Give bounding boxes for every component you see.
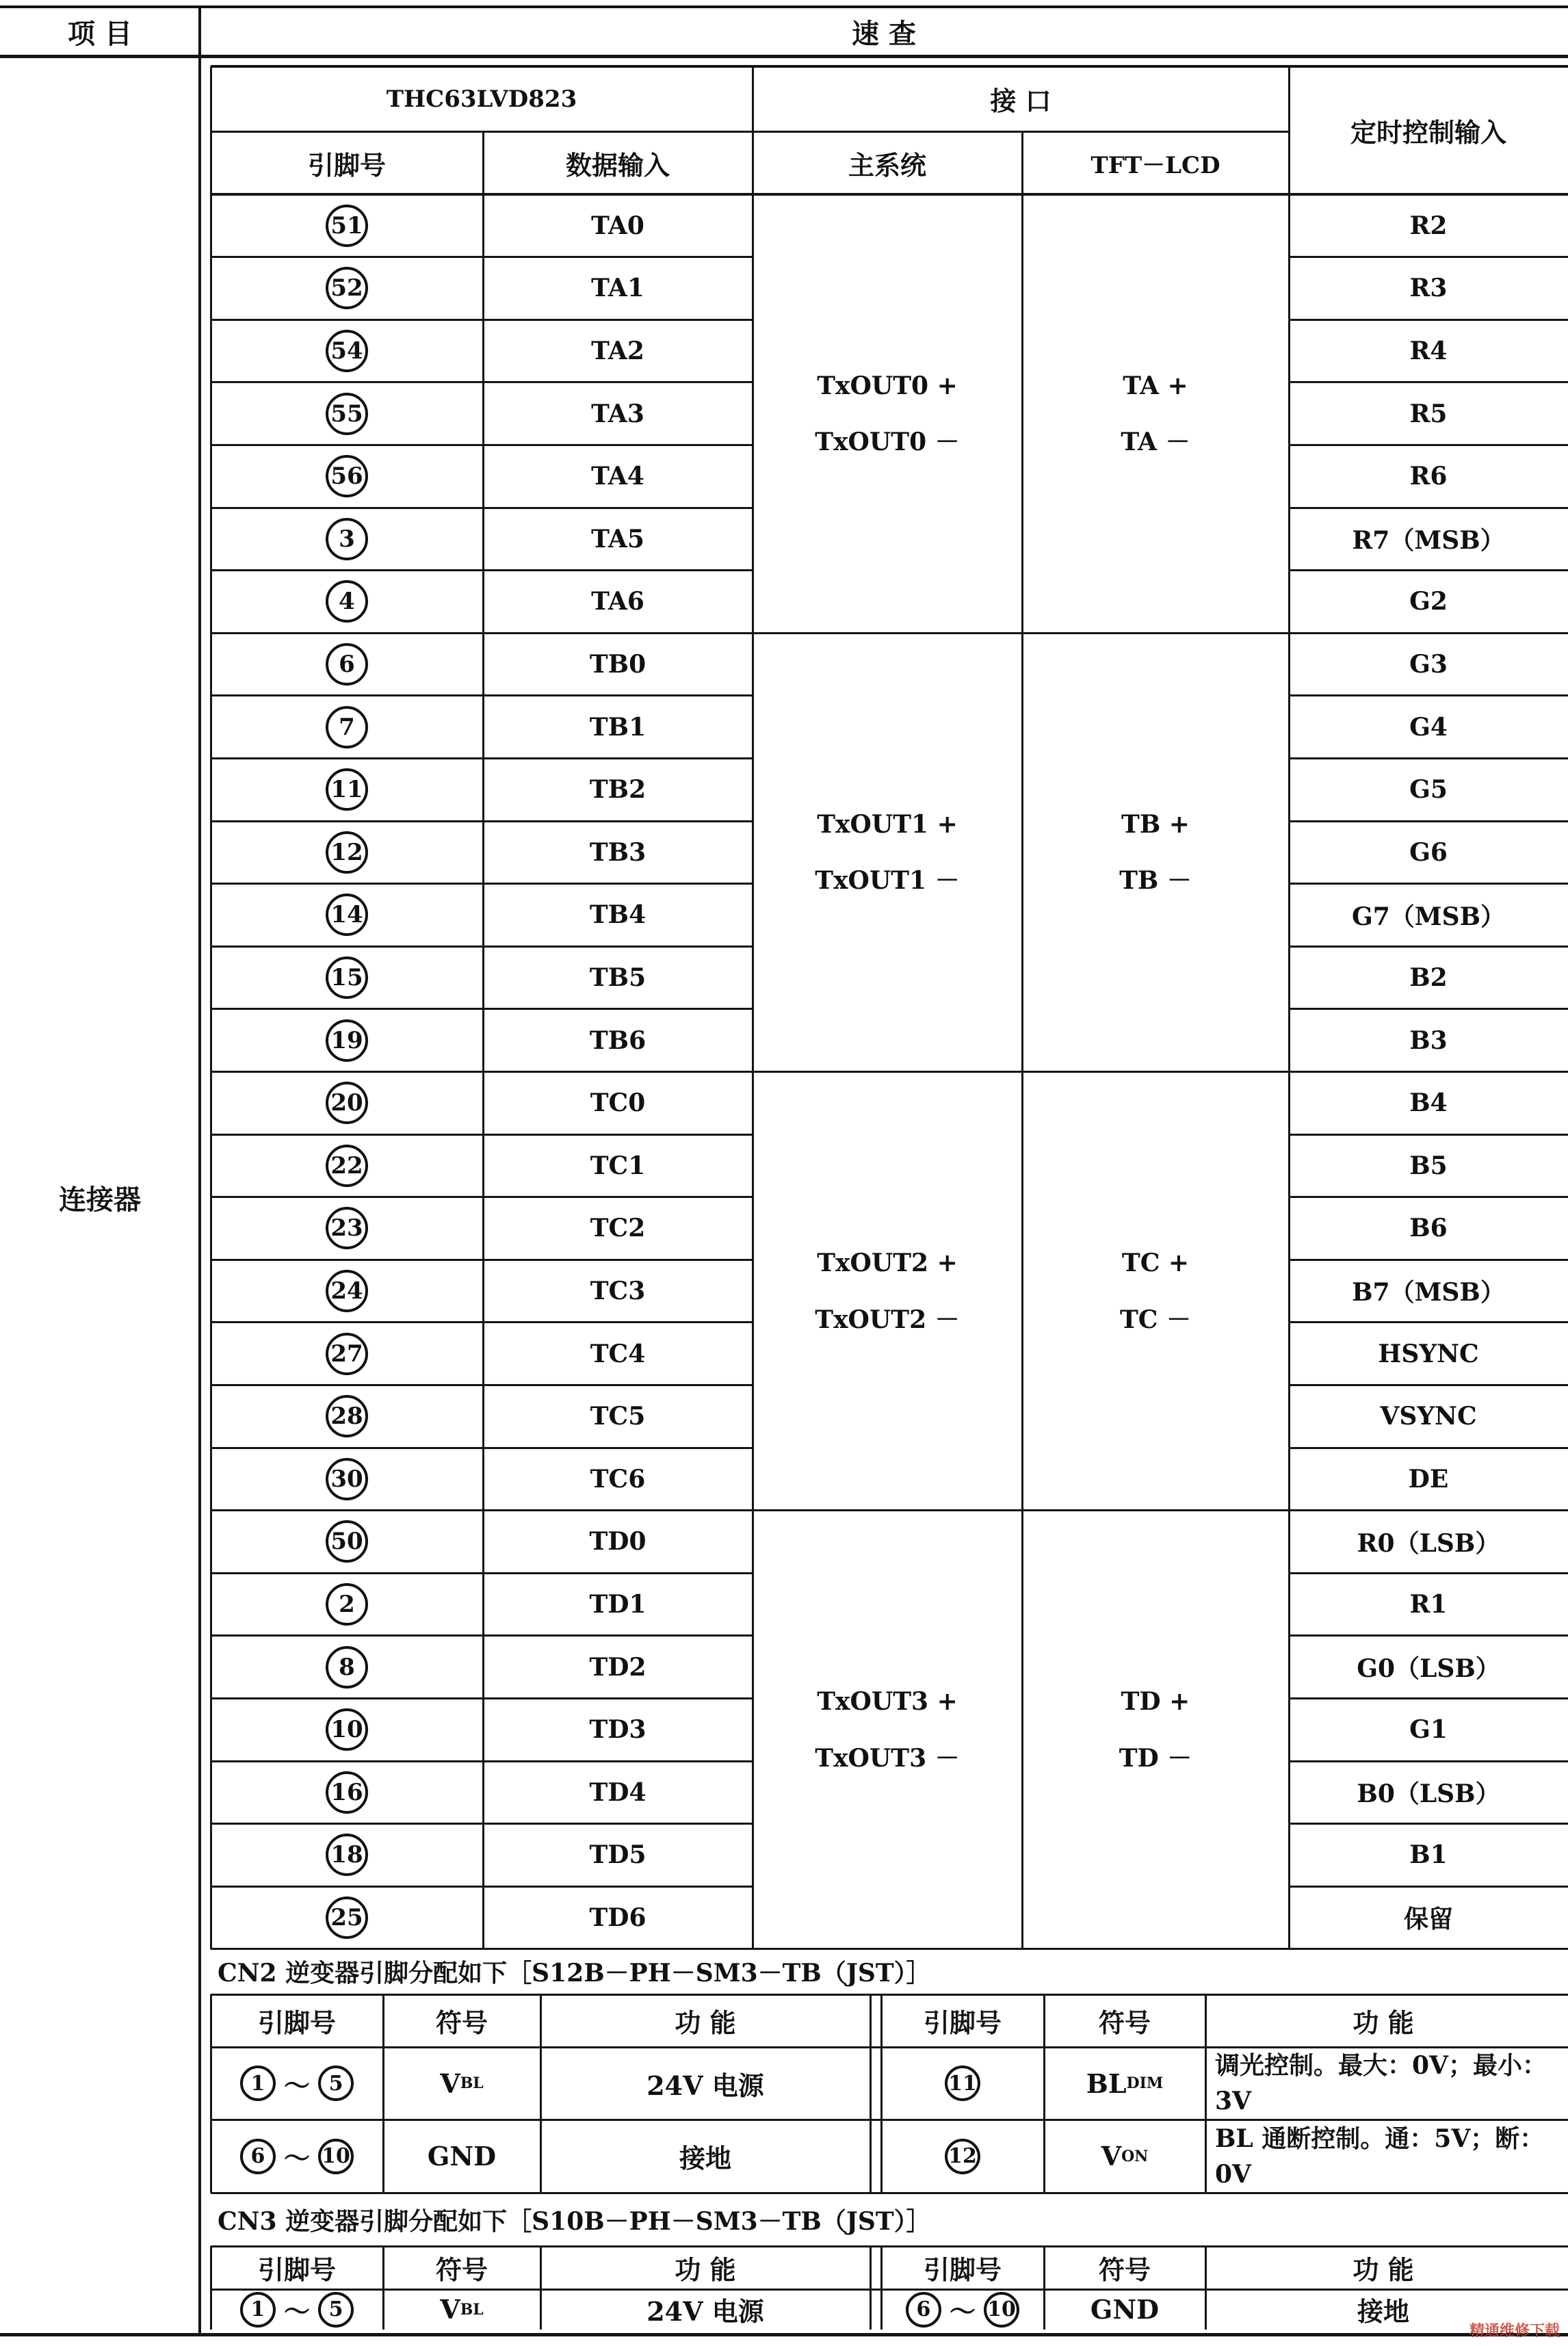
pin-cell bbox=[211, 1824, 483, 1887]
data-input-cell: TD6 bbox=[589, 1903, 646, 1932]
tft-signal-neg: TC － bbox=[1120, 1305, 1191, 1334]
tft-signal-pos: TB + bbox=[1121, 809, 1190, 839]
pin-number-circle: 51 bbox=[326, 205, 368, 247]
cn2-pin-header-right: 引脚号 bbox=[923, 2007, 1002, 2038]
cn3-pin-header-right: 引脚号 bbox=[923, 2254, 1002, 2285]
data-input-cell: TA6 bbox=[591, 587, 644, 616]
host-signal-neg: TxOUT2 － bbox=[815, 1305, 960, 1334]
interface-header: 接 口 bbox=[990, 86, 1051, 116]
pin-number-circle: 23 bbox=[326, 1207, 368, 1249]
pin-number-circle: 30 bbox=[326, 1458, 368, 1500]
pin-cell bbox=[211, 320, 483, 382]
pin-cell bbox=[211, 1636, 483, 1699]
cn3-function-header: 功 能 bbox=[675, 2254, 736, 2285]
symbol-text: BL bbox=[1086, 2068, 1127, 2099]
group-line bbox=[753, 632, 1289, 634]
data-input-cell: TB5 bbox=[589, 963, 646, 992]
pin-range bbox=[906, 2291, 1019, 2328]
pin-number-circle: 6 bbox=[906, 2292, 941, 2328]
timing-cell: R0（LSB） bbox=[1357, 1528, 1500, 1558]
host-signal-pos: TxOUT3 + bbox=[817, 1687, 958, 1717]
cn2-function-header: 功 能 bbox=[675, 2007, 736, 2038]
data-input-cell: TD2 bbox=[589, 1652, 646, 1682]
pin-range bbox=[240, 2137, 354, 2175]
pin-range-cell bbox=[881, 2289, 1044, 2330]
pin-number-circle: 11 bbox=[945, 2065, 980, 2101]
pin-cell bbox=[211, 1385, 483, 1448]
range-separator: ～ bbox=[283, 2143, 310, 2174]
host-signal-neg: TxOUT0 － bbox=[815, 428, 960, 457]
data-input-cell: TD3 bbox=[589, 1715, 646, 1745]
chip-name-header: THC63LVD823 bbox=[386, 85, 577, 113]
pin-number-circle: 27 bbox=[326, 1333, 368, 1375]
pin-cell bbox=[211, 1134, 483, 1197]
tft-signal-pos: TA + bbox=[1123, 371, 1188, 400]
pin-number-circle: 6 bbox=[326, 643, 368, 686]
cn2-symbol-header: 符号 bbox=[435, 2007, 488, 2038]
pin-number-circle: 18 bbox=[326, 1834, 368, 1876]
symbol-subscript: ON bbox=[1121, 2147, 1149, 2165]
data-input-cell: TC3 bbox=[590, 1276, 646, 1305]
host-signal-pos: TxOUT0 + bbox=[817, 371, 958, 400]
data-input-cell: TD5 bbox=[589, 1840, 646, 1870]
cn3-pin-header: 引脚号 bbox=[257, 2254, 336, 2285]
data-input-cell: TB0 bbox=[589, 649, 646, 679]
cn2-function-header-right: 功 能 bbox=[1353, 2007, 1414, 2038]
pin-number-circle: 54 bbox=[326, 330, 368, 372]
cn2-right-function: BL 通断控制。通：5V；断：0V bbox=[1215, 2124, 1545, 2189]
timing-cell: G3 bbox=[1409, 649, 1448, 679]
host-signal-neg: TxOUT1 － bbox=[815, 866, 960, 896]
pin-number-circle: 20 bbox=[326, 1082, 368, 1124]
data-input-header: 数据输入 bbox=[565, 149, 670, 181]
data-input-cell: TB4 bbox=[589, 900, 646, 930]
cn2-right-symbol bbox=[1044, 2047, 1205, 2120]
pin-number-circle: 50 bbox=[326, 1520, 368, 1563]
data-input-cell: TB3 bbox=[589, 837, 646, 867]
timing-cell: R6 bbox=[1409, 462, 1448, 491]
timing-cell: R7（MSB） bbox=[1352, 526, 1505, 556]
data-input-cell: TA4 bbox=[591, 462, 644, 491]
pin-cell bbox=[211, 257, 483, 320]
timing-cell: B0（LSB） bbox=[1357, 1780, 1500, 1809]
data-input-cell: TA1 bbox=[591, 274, 644, 303]
pin-number-circle: 10 bbox=[984, 2292, 1019, 2328]
cn3-symbol-header: 符号 bbox=[435, 2254, 488, 2285]
cn3-right-function: 接地 bbox=[1357, 2296, 1409, 2327]
data-input-cell: TC2 bbox=[590, 1214, 646, 1243]
data-input-cell: TB2 bbox=[589, 775, 646, 805]
pin-cell bbox=[211, 1573, 483, 1636]
pin-cell bbox=[211, 1511, 483, 1574]
pin-cell bbox=[211, 758, 483, 821]
cn2-right-pin bbox=[881, 2120, 1044, 2193]
host-signal-pos: TxOUT2 + bbox=[817, 1249, 958, 1277]
group-line bbox=[753, 1509, 1289, 1511]
tft-signal-neg: TD － bbox=[1119, 1743, 1192, 1773]
data-input-cell: TB6 bbox=[589, 1026, 646, 1055]
pin-number-circle: 52 bbox=[326, 267, 368, 309]
pin-number-circle: 7 bbox=[326, 706, 368, 748]
data-input-cell: TC0 bbox=[590, 1089, 646, 1118]
tft-signal-pos: TD + bbox=[1121, 1687, 1190, 1717]
timing-cell: G0（LSB） bbox=[1357, 1654, 1500, 1684]
watermark-text: 精通维修下载 bbox=[1469, 2323, 1560, 2340]
pin-number-circle: 1 bbox=[240, 2065, 276, 2101]
item-column-header: 项 目 bbox=[68, 17, 132, 50]
pin-number-circle: 6 bbox=[240, 2139, 276, 2174]
pin-cell bbox=[211, 508, 483, 571]
timing-cell: G4 bbox=[1409, 712, 1448, 742]
pin-cell bbox=[211, 445, 483, 508]
pin-number-circle: 4 bbox=[326, 580, 368, 623]
timing-cell: B3 bbox=[1409, 1026, 1448, 1055]
pin-cell bbox=[211, 821, 483, 884]
pin-number-circle: 8 bbox=[326, 1646, 368, 1689]
pin-number-circle: 15 bbox=[326, 956, 368, 999]
bottom-border bbox=[0, 2333, 1568, 2336]
cn3-caption: CN3 逆变器引脚分配如下［S10B－PH－SM3－TB（JST）］ bbox=[218, 2206, 931, 2236]
connector-label: 连接器 bbox=[59, 1183, 141, 1216]
range-separator: ～ bbox=[283, 2296, 310, 2327]
host-signal-neg: TxOUT3 － bbox=[815, 1743, 960, 1773]
pin-cell bbox=[211, 1698, 483, 1761]
cn2-symbol-header-right: 符号 bbox=[1098, 2007, 1151, 2038]
tft-signal-neg: TA － bbox=[1121, 428, 1190, 457]
pin-cell bbox=[211, 1886, 483, 1949]
timing-cell: R3 bbox=[1409, 274, 1448, 303]
pin-cell bbox=[211, 382, 483, 445]
timing-cell: B1 bbox=[1409, 1840, 1448, 1870]
pin-range-cell bbox=[211, 2047, 383, 2120]
cn3-left-symbol bbox=[383, 2289, 540, 2330]
symbol-text: V bbox=[440, 2294, 460, 2325]
pin-cell bbox=[211, 1260, 483, 1322]
pin-cell bbox=[211, 1761, 483, 1824]
lookup-column-header: 速 查 bbox=[852, 17, 916, 50]
pin-number-circle: 2 bbox=[326, 1583, 368, 1626]
pin-number-circle: 55 bbox=[326, 393, 368, 435]
timing-cell: B4 bbox=[1409, 1089, 1448, 1118]
pin-cell bbox=[211, 946, 483, 1009]
tft-signal-neg: TB － bbox=[1119, 866, 1192, 896]
symbol-subscript: BL bbox=[460, 2300, 484, 2319]
pin-cell bbox=[211, 633, 483, 696]
data-input-cell: TA2 bbox=[591, 336, 644, 365]
cn2-caption: CN2 逆变器引脚分配如下［S12B－PH－SM3－TB（JST）］ bbox=[218, 1959, 931, 1988]
timing-cell: G2 bbox=[1409, 587, 1448, 616]
pin-range bbox=[240, 2291, 354, 2328]
pin-cell bbox=[211, 884, 483, 947]
tft-signal-pos: TC + bbox=[1121, 1249, 1190, 1277]
symbol-text: V bbox=[440, 2068, 460, 2099]
pin-number-circle: 24 bbox=[326, 1270, 368, 1312]
pin-number-circle: 14 bbox=[326, 894, 368, 936]
tft-lcd-header: TFT－LCD bbox=[1090, 151, 1220, 179]
pin-number-circle: 16 bbox=[326, 1771, 368, 1814]
pin-cell bbox=[211, 1197, 483, 1260]
timing-cell: DE bbox=[1408, 1464, 1449, 1494]
symbol-text: GND bbox=[427, 2141, 497, 2172]
timing-cell: G5 bbox=[1409, 775, 1448, 805]
cn2-right-symbol bbox=[1044, 2120, 1205, 2193]
pin-cell bbox=[211, 696, 483, 759]
pin-cell bbox=[211, 1322, 483, 1385]
cn2-pin-header: 引脚号 bbox=[257, 2007, 336, 2038]
host-signal-pos: TxOUT1 + bbox=[817, 809, 958, 839]
cn3-left-function: 24V 电源 bbox=[646, 2296, 764, 2327]
pin-number-circle: 12 bbox=[326, 831, 368, 874]
pin-number-circle: 56 bbox=[326, 455, 368, 497]
data-input-cell: TC5 bbox=[590, 1402, 646, 1431]
cn2-left-function: 24V 电源 bbox=[646, 2070, 764, 2101]
timing-cell: G7（MSB） bbox=[1351, 902, 1506, 931]
timing-cell: B2 bbox=[1409, 963, 1448, 992]
pin-number-header: 引脚号 bbox=[307, 149, 386, 181]
pin-cell bbox=[211, 1071, 483, 1134]
timing-cell: VSYNC bbox=[1380, 1402, 1477, 1431]
pin-number-circle: 5 bbox=[318, 2292, 354, 2328]
range-separator: ～ bbox=[949, 2296, 976, 2327]
timing-cell: 保留 bbox=[1403, 1905, 1453, 1934]
timing-cell: R1 bbox=[1409, 1589, 1448, 1619]
timing-cell: B5 bbox=[1409, 1151, 1448, 1180]
pin-range-cell bbox=[211, 2120, 383, 2193]
symbol-subscript: BL bbox=[460, 2074, 484, 2092]
cn2-right-function: 调光控制。最大：0V；最小：3V bbox=[1215, 2051, 1547, 2115]
timing-cell: G6 bbox=[1409, 837, 1448, 867]
group-line bbox=[753, 1071, 1289, 1073]
pin-number-circle: 11 bbox=[326, 768, 368, 811]
data-input-cell: TB1 bbox=[589, 712, 646, 742]
data-input-cell: TC1 bbox=[590, 1151, 646, 1180]
symbol-subscript: DIM bbox=[1126, 2074, 1164, 2092]
pin-number-circle: 19 bbox=[326, 1019, 368, 1062]
pin-range-cell bbox=[211, 2289, 383, 2330]
pin-number-circle: 25 bbox=[326, 1897, 368, 1939]
pin-range bbox=[240, 2065, 354, 2102]
cn2-right-pin bbox=[881, 2047, 1044, 2120]
cn3-right-symbol: GND bbox=[1090, 2294, 1160, 2325]
cn3-function-header-right: 功 能 bbox=[1353, 2254, 1414, 2285]
pin-number-circle: 28 bbox=[326, 1395, 368, 1437]
timing-cell: B6 bbox=[1409, 1214, 1448, 1243]
pin-number-circle: 1 bbox=[240, 2292, 276, 2328]
timing-input-header: 定时控制输入 bbox=[1350, 117, 1506, 148]
data-input-cell: TA0 bbox=[591, 211, 644, 240]
cn2-left-symbol bbox=[383, 2047, 540, 2120]
symbol-text: V bbox=[1101, 2141, 1122, 2172]
pin-cell bbox=[211, 1448, 483, 1511]
timing-cell: G1 bbox=[1409, 1715, 1448, 1745]
pin-number-circle: 5 bbox=[318, 2065, 354, 2101]
data-input-cell: TD1 bbox=[589, 1589, 646, 1619]
timing-cell: R4 bbox=[1409, 336, 1448, 365]
pin-number-circle: 10 bbox=[318, 2139, 354, 2174]
pin-number-circle: 22 bbox=[326, 1145, 368, 1187]
pin-number-circle: 12 bbox=[945, 2139, 980, 2174]
timing-cell: HSYNC bbox=[1378, 1339, 1479, 1368]
cn3-symbol-header-right: 符号 bbox=[1098, 2254, 1151, 2285]
cn2-left-symbol bbox=[383, 2120, 540, 2193]
timing-cell: R5 bbox=[1409, 399, 1448, 428]
pin-cell bbox=[211, 194, 483, 257]
data-input-cell: TA3 bbox=[591, 399, 644, 428]
data-input-cell: TC4 bbox=[590, 1339, 646, 1368]
range-separator: ～ bbox=[283, 2070, 310, 2101]
data-input-cell: TC6 bbox=[590, 1464, 646, 1494]
data-input-cell: TD4 bbox=[589, 1777, 646, 1807]
pin-number-circle: 10 bbox=[326, 1708, 368, 1751]
host-system-header: 主系统 bbox=[848, 149, 926, 181]
timing-cell: R2 bbox=[1409, 211, 1448, 240]
data-input-cell: TD0 bbox=[589, 1527, 646, 1556]
data-input-cell: TA5 bbox=[591, 524, 644, 553]
timing-cell: B7（MSB） bbox=[1352, 1278, 1505, 1307]
pin-cell bbox=[211, 571, 483, 634]
cn2-left-function: 接地 bbox=[679, 2143, 731, 2174]
pin-number-circle: 3 bbox=[326, 518, 368, 560]
pin-cell bbox=[211, 1009, 483, 1072]
